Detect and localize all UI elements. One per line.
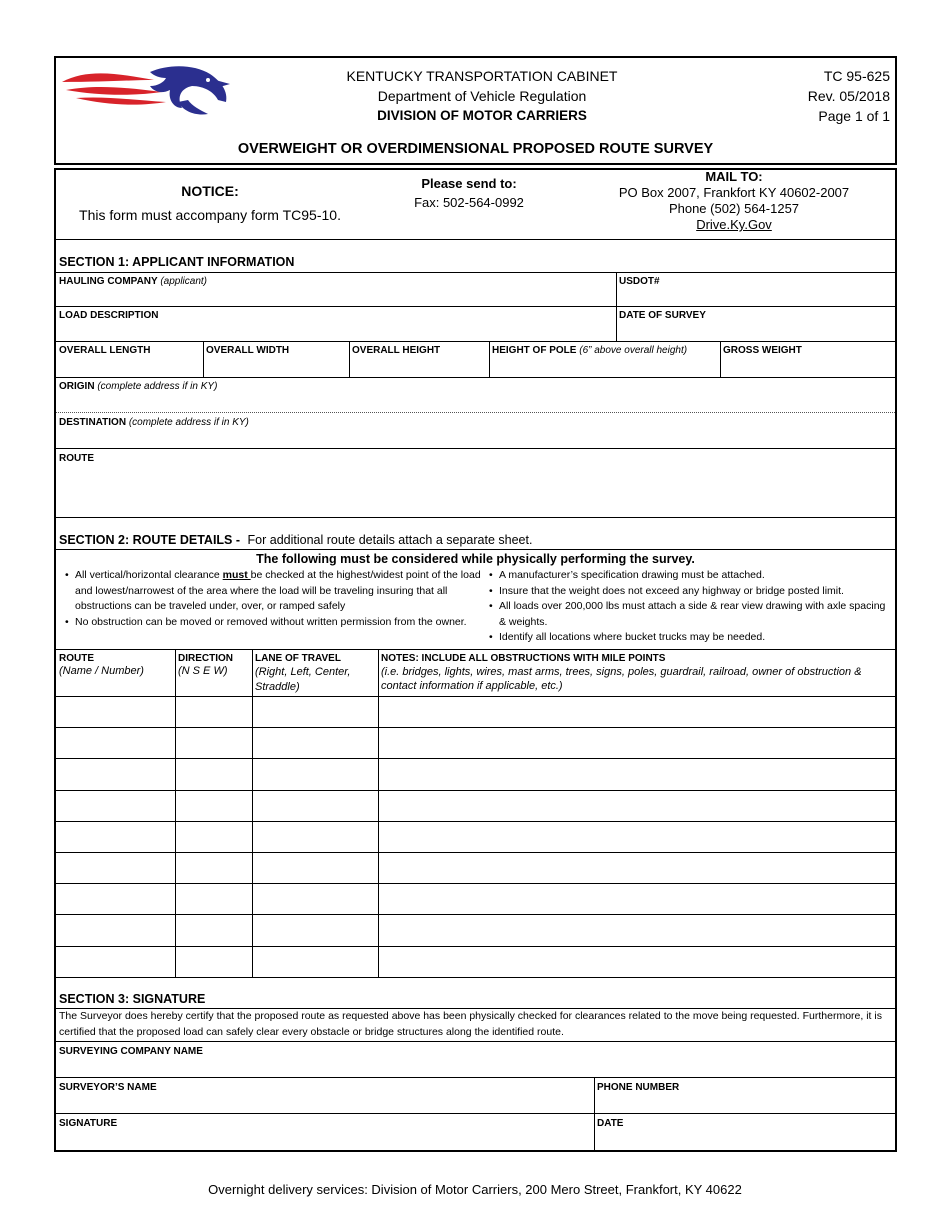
divider	[378, 649, 379, 977]
height-of-pole-input[interactable]	[491, 357, 718, 376]
usdot-input[interactable]	[618, 288, 892, 306]
notes-cell-input[interactable]	[380, 854, 892, 881]
certification-text: The Surveyor does hereby certify that the proposed route as requested above has been physically checked for clearances related to the move being requested. Furthermore, it is certified that the proposed load can safely clear every obstacle or bridge structures along the identified route.	[59, 1010, 882, 1038]
surveying-company-label: SURVEYING COMPANY NAME	[59, 1046, 203, 1057]
table-row-divider	[56, 977, 895, 978]
bullet-obstruction: • No obstruction can be moved or removed without written permission from the owner.	[60, 615, 484, 631]
notes-cell-input[interactable]	[380, 823, 892, 850]
mail-phone: Phone (502) 564-1257	[668, 201, 800, 216]
direction-cell-input[interactable]	[177, 948, 250, 975]
fax-number: Fax: 502-564-0992	[414, 195, 524, 210]
section1-heading: SECTION 1: APPLICANT INFORMATION	[59, 255, 295, 269]
lane-cell-input[interactable]	[254, 792, 376, 819]
surveyor-name-input[interactable]	[58, 1094, 592, 1112]
notes-cell-input[interactable]	[380, 698, 892, 725]
divider	[56, 239, 895, 240]
divider	[56, 412, 895, 413]
divider	[56, 272, 895, 273]
direction-cell-input[interactable]	[177, 854, 250, 881]
signature-input[interactable]	[58, 1130, 592, 1149]
date-of-survey-input[interactable]	[618, 322, 892, 340]
lane-cell-input[interactable]	[254, 854, 376, 881]
notes-cell-input[interactable]	[380, 792, 892, 819]
route-label: ROUTE	[59, 453, 94, 464]
table-row-divider	[56, 852, 895, 853]
divider	[252, 649, 253, 977]
phone-number-label: PHONE NUMBER	[597, 1082, 680, 1093]
height-of-pole-label: HEIGHT OF POLE (6” above overall height)	[492, 345, 688, 356]
route-cell-input[interactable]	[58, 729, 173, 756]
route-cell-input[interactable]	[58, 948, 173, 975]
destination-label: DESTINATION (complete address if in KY)	[59, 417, 249, 428]
direction-cell-input[interactable]	[177, 792, 250, 819]
bullet-spec-drawing: • A manufacturer’s specification drawing must be attached.	[484, 568, 889, 584]
col-route-header: ROUTE (Name / Number)	[59, 653, 144, 677]
table-row-divider	[56, 790, 895, 791]
eagle-logo-icon	[58, 62, 234, 118]
overall-width-input[interactable]	[205, 357, 347, 376]
load-description-input[interactable]	[58, 322, 614, 340]
bullet-weight-limit: • Insure that the weight does not exceed any highway or bridge posted limit.	[484, 584, 889, 600]
direction-cell-input[interactable]	[177, 885, 250, 912]
mail-address: PO Box 2007, Frankfort KY 40602-2007	[618, 185, 850, 200]
hauling-company-input[interactable]	[58, 288, 614, 306]
load-description-label: LOAD DESCRIPTION	[59, 310, 159, 321]
notes-cell-input[interactable]	[380, 948, 892, 975]
table-row-divider	[56, 758, 895, 759]
route-cell-input[interactable]	[58, 916, 173, 943]
divider	[56, 377, 895, 378]
overall-width-label: OVERALL WIDTH	[206, 345, 290, 356]
lane-cell-input[interactable]	[254, 823, 376, 850]
overall-length-input[interactable]	[58, 357, 201, 376]
direction-cell-input[interactable]	[177, 760, 250, 787]
date-label: DATE	[597, 1118, 624, 1129]
origin-input[interactable]	[58, 393, 892, 411]
department-name: Department of Vehicle Regulation	[377, 88, 587, 104]
notes-cell-input[interactable]	[380, 729, 892, 756]
notice-text: This form must accompany form TC95-10.	[79, 207, 341, 223]
table-row-divider	[56, 727, 895, 728]
section3-heading: SECTION 3: SIGNATURE	[59, 992, 206, 1006]
direction-cell-input[interactable]	[177, 823, 250, 850]
footer-text: Overnight delivery services: Division of Motor Carriers, 200 Mero Street, Frankfort, KY 40622	[208, 1182, 742, 1197]
route-cell-input[interactable]	[58, 823, 173, 850]
phone-number-input[interactable]	[596, 1094, 892, 1112]
divider	[56, 448, 895, 449]
section2-subheading: The following must be considered while physically performing the survey.	[256, 552, 695, 566]
origin-label: ORIGIN (complete address if in KY)	[59, 381, 218, 392]
send-heading: Please send to:	[421, 176, 517, 191]
notes-cell-input[interactable]	[380, 760, 892, 787]
lane-cell-input[interactable]	[254, 885, 376, 912]
divider	[349, 341, 350, 377]
divider	[56, 341, 895, 342]
gross-weight-input[interactable]	[722, 357, 892, 376]
signature-label: SIGNATURE	[59, 1118, 118, 1129]
page-indicator: Page 1 of 1	[818, 108, 890, 124]
table-row-divider	[56, 883, 895, 884]
form-number: TC 95-625	[823, 68, 890, 84]
division-name: DIVISION OF MOTOR CARRIERS	[377, 108, 587, 123]
overall-height-input[interactable]	[351, 357, 487, 376]
divider	[203, 341, 204, 377]
route-cell-input[interactable]	[58, 885, 173, 912]
lane-cell-input[interactable]	[254, 698, 376, 725]
hauling-company-label: HAULING COMPANY (applicant)	[59, 276, 208, 287]
table-row-divider	[56, 914, 895, 915]
lane-cell-input[interactable]	[254, 948, 376, 975]
agency-name: KENTUCKY TRANSPORTATION CABINET	[346, 68, 618, 84]
route-cell-input[interactable]	[58, 698, 173, 725]
lane-cell-input[interactable]	[254, 916, 376, 943]
lane-cell-input[interactable]	[254, 729, 376, 756]
divider	[175, 649, 176, 977]
notice-heading: NOTICE:	[181, 183, 239, 199]
form-revision: Rev. 05/2018	[807, 88, 890, 104]
bullet-clearance: • All vertical/horizontal clearance must be checked at the highest/widest point of the load and lowest/narrowest of the area where the load will be traveling insuring that all obstructions can be traveled under, over, or ramped safely	[60, 568, 484, 615]
form-title: OVERWEIGHT OR OVERDIMENSIONAL PROPOSED ROUTE SURVEY	[237, 141, 714, 157]
notes-cell-input[interactable]	[380, 916, 892, 943]
divider	[56, 306, 895, 307]
divider	[56, 649, 895, 650]
divider	[56, 1041, 895, 1042]
date-input[interactable]	[596, 1130, 892, 1149]
col-direction-header: DIRECTION (N S E W)	[178, 653, 233, 677]
website-link[interactable]: Drive.Ky.Gov	[696, 217, 772, 232]
bullet-heavy-loads: • All loads over 200,000 lbs must attach a side & rear view drawing with axle spacing & weights.	[484, 599, 889, 630]
route-cell-input[interactable]	[58, 760, 173, 787]
surveying-company-input[interactable]	[58, 1058, 892, 1076]
route-input[interactable]	[58, 466, 892, 516]
lane-cell-input[interactable]	[254, 760, 376, 787]
overall-height-label: OVERALL HEIGHT	[352, 345, 441, 356]
table-row-divider	[56, 946, 895, 947]
notes-cell-input[interactable]	[380, 885, 892, 912]
route-cell-input[interactable]	[58, 792, 173, 819]
overall-length-label: OVERALL LENGTH	[59, 345, 151, 356]
surveyor-name-label: SURVEYOR’S NAME	[59, 1082, 157, 1093]
left-bullets	[60, 568, 484, 630]
section2-heading: SECTION 2: ROUTE DETAILS - For additional route details attach a separate sheet.	[59, 533, 533, 547]
direction-cell-input[interactable]	[177, 729, 250, 756]
destination-input[interactable]	[58, 429, 892, 447]
bullet-bucket-trucks: • Identify all locations where bucket trucks may be needed.	[484, 630, 889, 646]
divider	[56, 1077, 895, 1078]
route-cell-input[interactable]	[58, 854, 173, 881]
right-bullets	[484, 568, 889, 646]
table-row-divider	[56, 696, 895, 697]
direction-cell-input[interactable]	[177, 916, 250, 943]
divider	[489, 341, 490, 377]
divider	[56, 549, 895, 550]
table-row-divider	[56, 821, 895, 822]
divider	[56, 517, 895, 518]
gross-weight-label: GROSS WEIGHT	[723, 345, 802, 356]
divider	[56, 1113, 895, 1114]
direction-cell-input[interactable]	[177, 698, 250, 725]
usdot-label: USDOT#	[619, 276, 660, 287]
date-of-survey-label: DATE OF SURVEY	[619, 310, 706, 321]
divider	[720, 341, 721, 377]
mail-heading: MAIL TO:	[705, 169, 763, 184]
col-notes-header: NOTES: INCLUDE ALL OBSTRUCTIONS WITH MILE POINTS (i.e. bridges, lights, wires, mast arms, trees, signs, poles, guardrail, railroad, owner of obstruction & contact information if applicable, etc.)	[381, 653, 862, 692]
col-lane-header: LANE OF TRAVEL (Right, Left, Center, Straddle)	[255, 653, 351, 693]
